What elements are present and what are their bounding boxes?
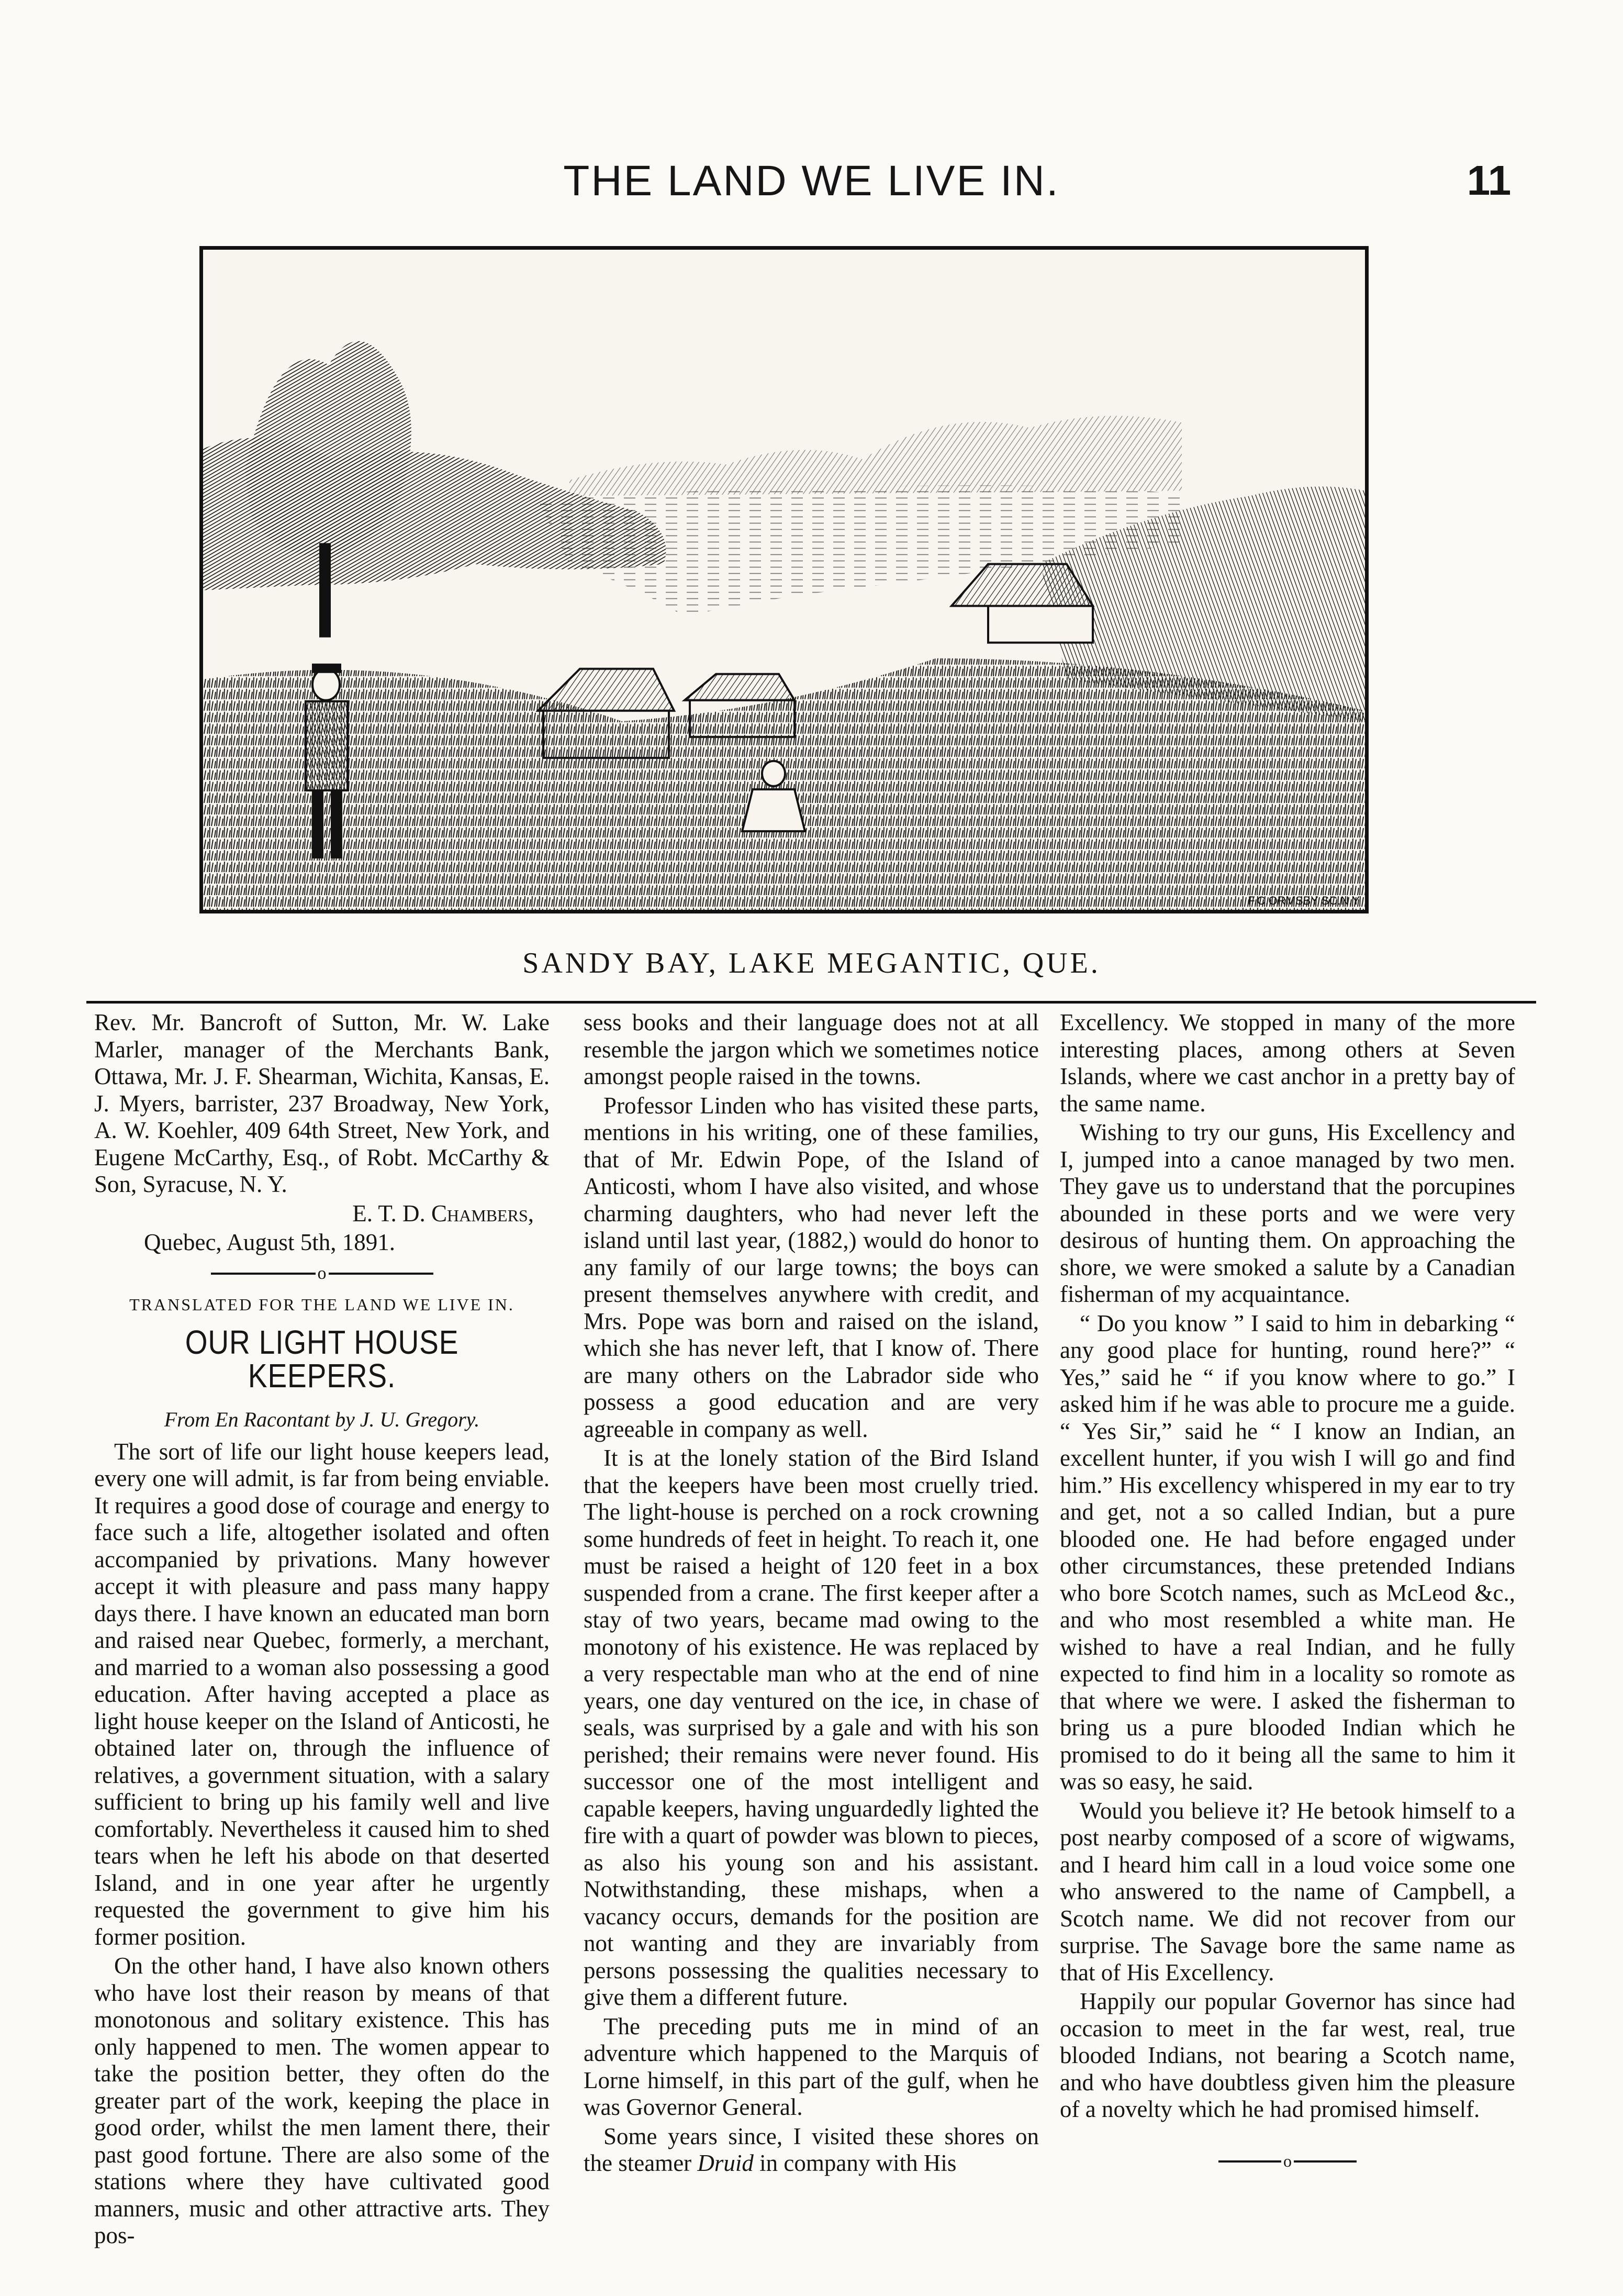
end-mark: o bbox=[1060, 2146, 1515, 2175]
dateline: Quebec, August 5th, 1891. bbox=[144, 1229, 395, 1255]
article-title: OUR LIGHT HOUSE KEEPERS. bbox=[185, 1323, 459, 1395]
paragraph: sess books and their language does not at all resemble the jargon which we sometimes notice amongst people raised in the towns. bbox=[584, 1009, 1039, 1089]
column-2 bbox=[584, 1009, 1039, 2179]
engraver-credit: F.C.ORMSBY SC.N.Y bbox=[1248, 894, 1360, 907]
paragraph: Happily our popular Governor has since had occasion to meet in the far west, real, true blooded Indians, not bearing a Scotch name, and who have doubtless given him the pleasure of a novelty which he had promised himself. bbox=[1060, 1988, 1515, 2122]
paragraph: The sort of life our light house keepers lead, every one will admit, is far from being enviable. It requires a good dose of courage and energy to face such a life, altogether isolated and often accompanied by privations. Many however accept it with pleasure and pass many happy days there. I have known an educated man born and raised near Quebec, formerly, a merchant, and married to a woman also possessing a good education. After having accepted a place as light house keeper on the Island of Anticosti, he obtained later on, through the influence of relatives, a government situation, with a salary sufficient to bring up his family well and live comfortably. Nevertheless it caused him to shed tears when he left his abode on that deserted Island, and in one year after he urgently requested the government to give him his former position. bbox=[94, 1438, 550, 1950]
barn-wall bbox=[988, 606, 1093, 643]
column-3 bbox=[1060, 1009, 1515, 2177]
tree-trunk bbox=[319, 543, 331, 637]
paragraph: On the other hand, I have also known others who have lost their reason by means of that monotonous and solitary existence. This has only happened to men. The women appear to take the position better, they often do the greater part of the work, keeping the place in good order, whilst the men lament there, their past good fortune. There are also some of the stations where they have cultivated good manners, music and other attractive arts. They pos- bbox=[94, 1953, 550, 2249]
paragraph: Excellency. We stopped in many of the more interesting places, among others at Seven Islands, where we cast anchor in a pretty bay of the same name. bbox=[1060, 1009, 1515, 1117]
paragraph: It is at the lonely station of the Bird Island that the keepers have been most cruelly tried. The light-house is perched on a rock crowning some hundreds of feet in height. To reach it, one must be raised a height of 120 feet in a box suspended from a crane. The first keeper after a stay of two years, became mad owing to the monotony of his existence. He was replaced by a very respectable man who at the end of nine years, one day ventured on the ice, in chase of seals, was surprised by a gale and with his son perished; their remains were never found. His successor one of the most intelligent and capable keepers, having unguardedly lighted the fire with a quart of powder was blown to pieces, as also his young son and his assistant. Notwithstanding, these mishaps, when a vacancy occurs, demands for the position are not wanting and they are invariably from persons possessing the qualities necessary to give them a different future. bbox=[584, 1445, 1039, 2010]
engraving-illustration bbox=[199, 246, 1369, 913]
running-title: THE LAND WE LIVE IN. bbox=[563, 157, 1060, 205]
page-number: 11 bbox=[1467, 157, 1512, 204]
paragraph: Rev. Mr. Bancroft of Sutton, Mr. W. Lake Marler, manager of the Merchants Bank, Ottawa, Mr. J. F. Shearman, Wichita, Kansas, E. J. Myers, barrister, 237 Broadway, New York, A. W. Koehler, 409 64th Street, New York, and Eugene McCarthy, Esq., of Robt. McCarthy & Son, Syracuse, N. Y. bbox=[94, 1009, 550, 1197]
paragraph: “ Do you know ” I said to him in debarking “ any good place for hunting, round here?” “ Yes,” said he “ if you know where to go.” I asked him if he was able to procure me a guide. “ Yes Sir,” said he “ I know an Indian, an excellent hunter, if you wish I will go and find him.” His excellency whispered in my ear to try and get, not a so called Indian, but a pure blooded one. He had before engaged under other circumstances, these pretended Indians who bore Scotch names, such as McLeod &c., and who most resembled a white man. He wished to have a real Indian, and he fully expected to find him in a locality so romote as that where we were. I asked the fisherman to bring us a pure blooded Indian which he promised to do it being all the same to him it was so easy, he said. bbox=[1060, 1310, 1515, 1795]
figure-caption: SANDY BAY, LAKE MEGANTIC, QUE. bbox=[522, 947, 1101, 979]
paragraph: Wishing to try our guns, His Excellency and I, jumped into a canoe managed by two men. They gave us to understand that the porcupines abounded in these ports and we were very desirous of hunting them. On approaching the shore, we were smoked a salute by a Canadian fisherman of my acquaintance. bbox=[1060, 1119, 1515, 1307]
paragraph: The preceding puts me in mind of an adventure which happened to the Marquis of Lorne himself, in this part of the gulf, when he was Governor General. bbox=[584, 2013, 1039, 2120]
separator-rule: o bbox=[94, 1258, 550, 1287]
landscape-engraving bbox=[203, 250, 1365, 910]
paragraph: Professor Linden who has visited these parts, mentions in his writing, one of these families, that of Mr. Edwin Pope, of the Island of Anticosti, whom I have also visited, and whose charming daughters, who had never left the island until last year, (1882,) would do honor to any family of our large towns; the boys can present themselves anywhere with credit, and Mrs. Pope was born and raised on the island, which she has never left, that I know of. There are many others on the Labrador side who possess a good education and are very agreeable in company as well. bbox=[584, 1092, 1039, 1442]
author-signature: E. T. D. Chambers, bbox=[352, 1200, 534, 1227]
horizontal-rule bbox=[86, 1001, 1536, 1004]
column-1 bbox=[94, 1009, 550, 2252]
byline: From En Racontant by J. U. Gregory. bbox=[164, 1408, 480, 1432]
ship-name: Druid bbox=[697, 2150, 754, 2176]
paragraph: Some years since, I visited these shores on the steamer Druid in company with His bbox=[584, 2123, 1039, 2176]
paragraph: Would you believe it? He betook himself to a post nearby composed of a score of wigwams, and I heard him call in a loud voice some one who answered to the name of Campbell, a Scotch name. We did not recover from our surprise. The Savage bore the same name as that of His Excellency. bbox=[1060, 1797, 1515, 1986]
translation-note: TRANSLATED FOR THE LAND WE LIVE IN. bbox=[129, 1295, 514, 1314]
